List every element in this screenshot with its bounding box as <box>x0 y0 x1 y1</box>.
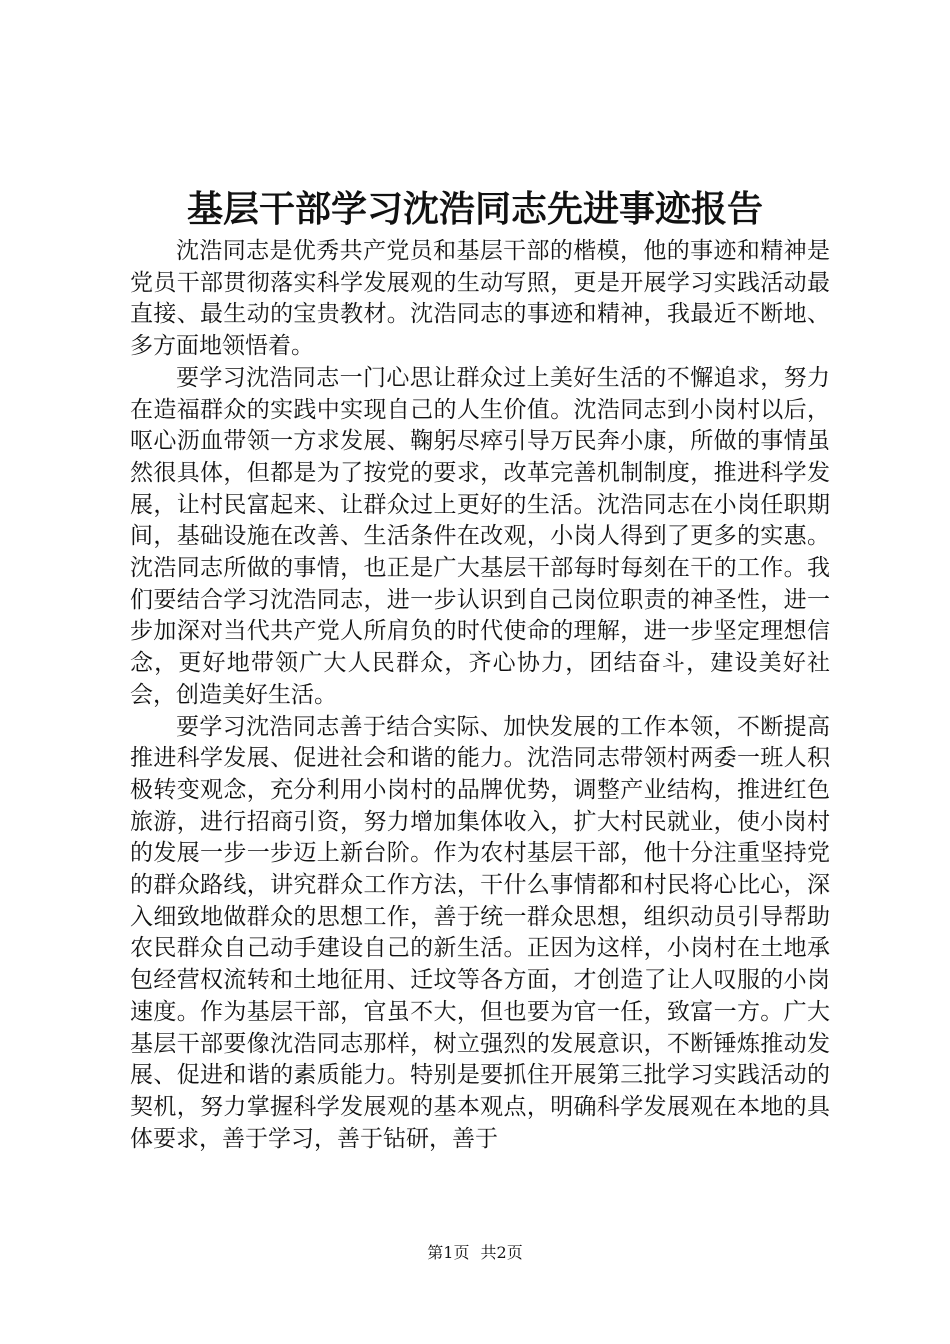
page-number: 第1页 <box>427 1243 470 1262</box>
paragraph-1: 沈浩同志是优秀共产党员和基层干部的楷模，他的事迹和精神是党员干部贯彻落实科学发展观的生动写照，更是开展学习实践活动最直接、最生动的宝贵教材。沈浩同志的事迹和精神，我最近不断地、多方面地领悟着。 <box>130 238 830 360</box>
paragraph-3: 要学习沈浩同志善于结合实际、加快发展的工作本领，不断提高推进科学发展、促进社会和谐的能力。沈浩同志带领村两委一班人积极转变观念，充分利用小岗村的品牌优势，调整产业结构，推进红色旅游，进行招商引资，努力增加集体收入，扩大村民就业，使小岗村的发展一步一步迈上新台阶。作为农村基层干部，他十分注重坚持党的群众路线，讲究群众工作方法，干什么事情都和村民将心比心，深入细致地做群众的思想工作，善于统一群众思想，组织动员引导帮助农民群众自己动手建设自己的新生活。正因为这样，小岗村在土地承包经营权流转和土地征用、迁坟等各方面，才创造了让人叹服的小岗速度。作为基层干部，官虽不大，但也要为官一任，致富一方。广大基层干部要像沈浩同志那样，树立强烈的发展意识，不断锤炼推动发展、促进和谐的素质能力。特别是要抓住开展第三批学习实践活动的契机，努力掌握科学发展观的基本观点，明确科学发展观在本地的具体要求，善于学习，善于钻研，善于 <box>130 713 830 1152</box>
document-title: 基层干部学习沈浩同志先进事迹报告 <box>186 188 763 230</box>
page-total: 共2页 <box>480 1243 523 1262</box>
paragraph-2: 要学习沈浩同志一门心思让群众过上美好生活的不懈追求，努力在造福群众的实践中实现自己的人生价值。沈浩同志到小岗村以后，呕心沥血带领一方求发展、鞠躬尽瘁引导万民奔小康，所做的事情虽然很具体，但都是为了按党的要求，改革完善机制制度，推进科学发展，让村民富起来、让群众过上更好的生活。沈浩同志在小岗任职期间，基础设施在改善、生活条件在改观，小岗人得到了更多的实惠。沈浩同志所做的事情，也正是广大基层干部每时每刻在干的工作。我们要结合学习沈浩同志，进一步认识到自己岗位职责的神圣性，进一步加深对当代共产党人所肩负的时代使命的理解，进一步坚定理想信念，更好地带领广大人民群众，齐心协力，团结奋斗，建设美好社会，创造美好生活。 <box>130 364 830 708</box>
document-body <box>130 236 830 1155</box>
page-footer <box>0 1242 950 1264</box>
